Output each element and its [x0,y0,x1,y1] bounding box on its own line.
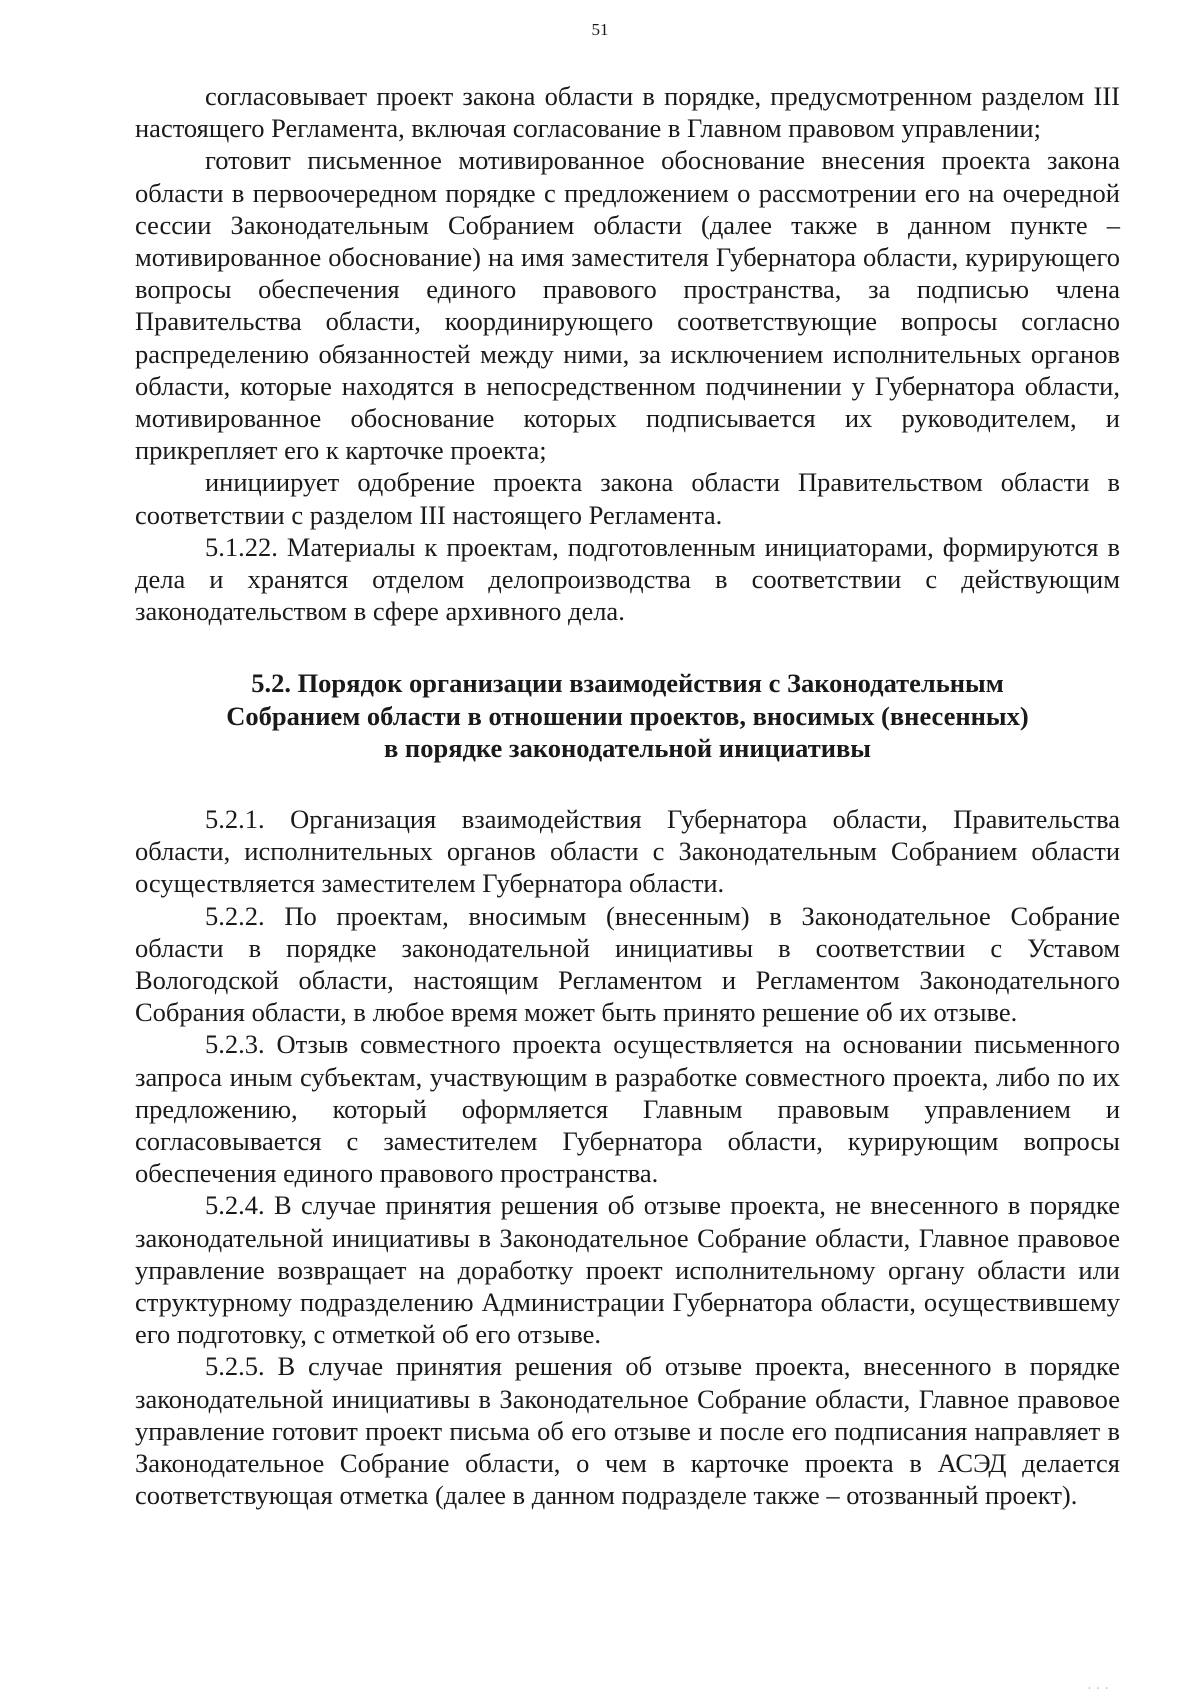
paragraph-initiates-approval: инициирует одобрение проекта закона области Правительством области в соответствии с разделом III настоящего Регламента. [135,467,1120,530]
paragraph-5-2-3: 5.2.3. Отзыв совместного проекта осуществляется на основании письменного запроса иным субъектам, участвующим в разработке совместного проекта, либо по их предложению, который оформляется Главным правовым управлением и согласовывается с заместителем Губернатора области, курирующим вопросы обеспечения единого правового пространства. [135,1029,1120,1189]
paragraph-5-2-2: 5.2.2. По проектам, вносимым (внесенным) в Законодательное Собрание области в порядке законодательной инициативы в соответствии с Уставом Вологодской области, настоящим Регламентом и Регламентом Законодательного Собрания области, в любое время может быть принято решение об их отзыве. [135,900,1120,1028]
section-heading-line: Собранием области в отношении проектов, вносимых (внесенных) [226,700,1029,731]
paragraph-justification: готовит письменное мотивированное обоснование внесения проекта закона области в первоочередном порядке с предложением о рассмотрении его на очередной сессии Законодательным Собранием области (далее также в данном пункте – мотивированное обоснование) на имя заместителя Губернатора области, курирующего вопросы обеспечения единого правового пространства, за подписью члена Правительства области, координирующего соответствующие вопросы согласно распределению обязанностей между ними, за исключением исполнительных органов области, которые находятся в непосредственном подчинении у Губернатора области, мотивированное обоснование которых подписывается их руководителем, и прикрепляет его к карточке проекта; [135,145,1120,466]
document-body [135,80,1120,1511]
paragraph-5-2-1: 5.2.1. Организация взаимодействия Губернатора области, Правительства области, исполнительных органов области с Законодательным Собранием области осуществляется заместителем Губернатора области. [135,803,1120,899]
section-heading-line: в порядке законодательной инициативы [384,733,871,764]
page-number: 51 [591,20,609,39]
scan-corner-mark: · · · [1088,1684,1110,1693]
section-heading-5-2 [135,667,1120,765]
paragraph-5-1-22: 5.1.22. Материалы к проектам, подготовленным инициаторами, формируются в дела и хранятся отделом делопроизводства в соответствии с действующим законодательством в сфере архивного дела. [135,531,1120,627]
paragraph-5-2-5: 5.2.5. В случае принятия решения об отзыве проекта, внесенного в порядке законодательной инициативы в Законодательное Собрание области, Главное правовое управление готовит проект письма об его отзыве и после его подписания направляет в Законодательное Собрание области, о чем в карточке проекта в АСЭД делается соответствующая отметка (далее в данном подразделе также – отозванный проект). [135,1351,1120,1511]
paragraph-5-2-4: 5.2.4. В случае принятия решения об отзыве проекта, не внесенного в порядке законодательной инициативы в Законодательное Собрание области, Главное правовое управление возвращает на доработку проект исполнительному органу области или структурному подразделению Администрации Губернатора области, осуществившему его подготовку, с отметкой об его отзыве. [135,1190,1120,1350]
section-heading-line: 5.2. Порядок организации взаимодействия с Законодательным [251,668,1004,699]
paragraph-approval: согласовывает проект закона области в порядке, предусмотренном разделом III настоящего Регламента, включая согласование в Главном правовом управлении; [135,81,1120,144]
